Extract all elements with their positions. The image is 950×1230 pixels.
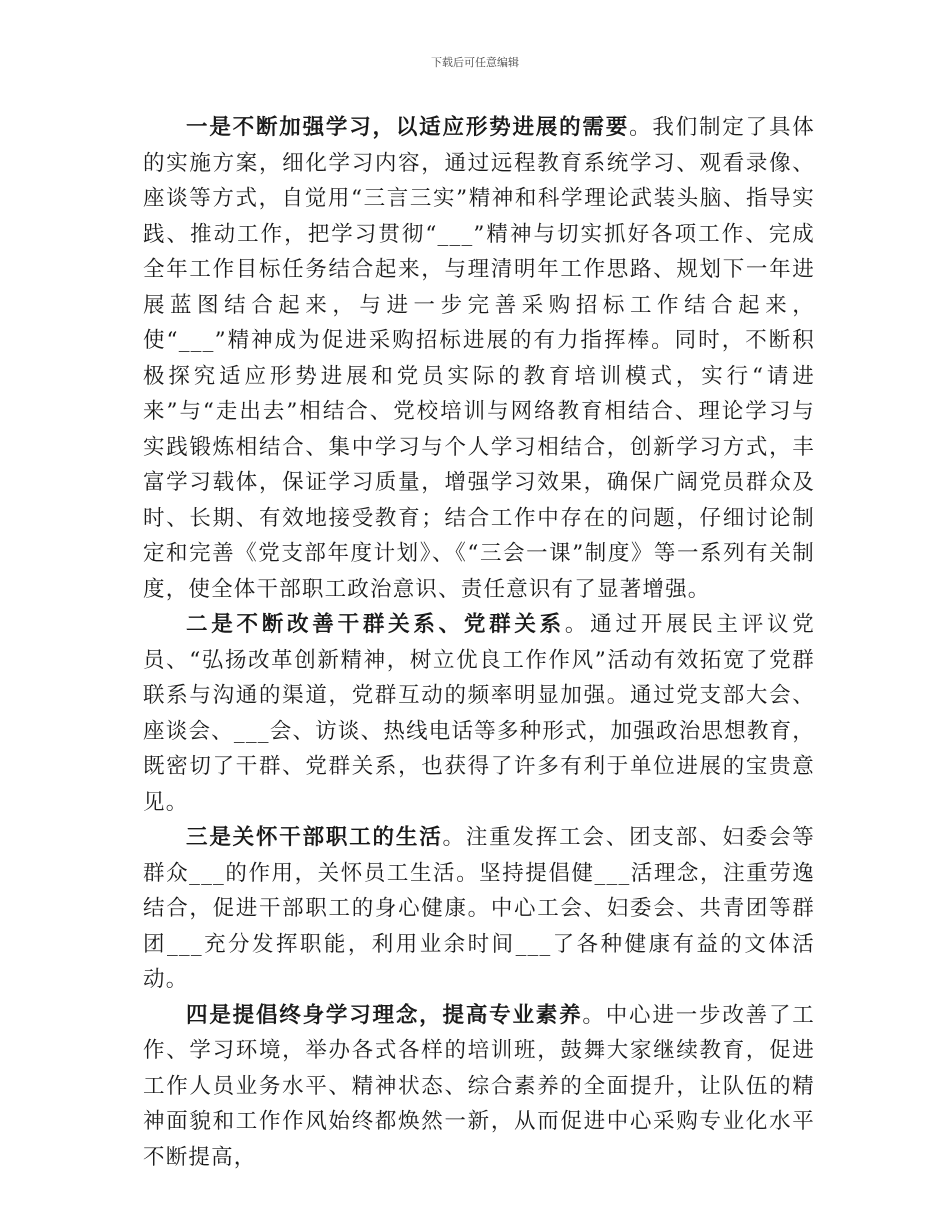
- paragraph-1-text: 。我们制定了具体的实施方案，细化学习内容，通过远程教育系统学习、观看录像、座谈等方式，自觉用“三言三实”精神和科学理论武装头脑、指导实践、推动工作，把学习贯彻“___”精神与切实抓好各项工作、完成全年工作目标任务结合起来，与理清明年工作思路、规划下一年进展蓝图结合起来，与进一步完善采购招标工作结合起来，使“___”精神成为促进采购招标进展的有力指挥棒。同时，不断积极探究适应形势进展和党员实际的教育培训模式，实行“请进来”与“走出去”相结合、党校培训与网络教育相结合、理论学习与实践锻炼相结合、集中学习与个人学习相结合，创新学习方式，丰富学习载体，保证学习质量，增强学习效果，确保广阔党员群众及时、长期、有效地接受教育；结合工作中存在的问题，仔细讨论制定和完善《党支部年度计划》、《“三会一课”制度》等一系列有关制度，使全体干部职工政治意识、责任意识有了显著增强。: [143, 115, 815, 602]
- paragraph-3: [143, 820, 815, 998]
- paragraph-2-text: 。通过开展民主评议党员、“弘扬改革创新精神，树立优良工作作风”活动有效拓宽了党群联系与沟通的渠道，党群互动的频率明显加强。通过党支部大会、座谈会、___会、访谈、热线电话等多种形式，加强政治思想教育，既密切了干群、党群关系，也获得了许多有利于单位进展的宝贵意见。: [143, 612, 815, 815]
- page-header: 下载后可任意编辑: [431, 56, 519, 69]
- paragraph-4-lead: 四是提倡终身学习理念，提高专业素养: [186, 1002, 583, 1028]
- paragraph-3-text: 。注重发挥工会、团支部、妇委会等群众___的作用，关怀员工生活。坚持提倡健___活理念，注重劳逸结合，促进干部职工的身心健康。中心工会、妇委会、共青团等群团___充分发挥职能，利用业余时间___了各种健康有益的文体活动。: [143, 825, 816, 992]
- paragraph-2-lead: 二是不断改善干群关系、党群关系: [186, 612, 565, 637]
- paragraph-1-lead: 一是不断加强学习，以适应形势进展的需要: [186, 115, 630, 140]
- paragraph-3-lead: 三是关怀干部职工的生活: [186, 825, 443, 850]
- paragraph-4: [143, 998, 815, 1176]
- document-body: [143, 110, 815, 1175]
- paragraph-1: [143, 110, 815, 607]
- paragraph-4-text: 。中心进一步改善了工作、学习环境，举办各式各样的培训班，鼓舞大家继续教育，促进工作人员业务水平、精神状态、综合素养的全面提升，让队伍的精神面貌和工作作风始终都焕然一新，从而促进中心采购专业化水平不断提高，: [143, 1002, 815, 1170]
- paragraph-2: [143, 607, 815, 820]
